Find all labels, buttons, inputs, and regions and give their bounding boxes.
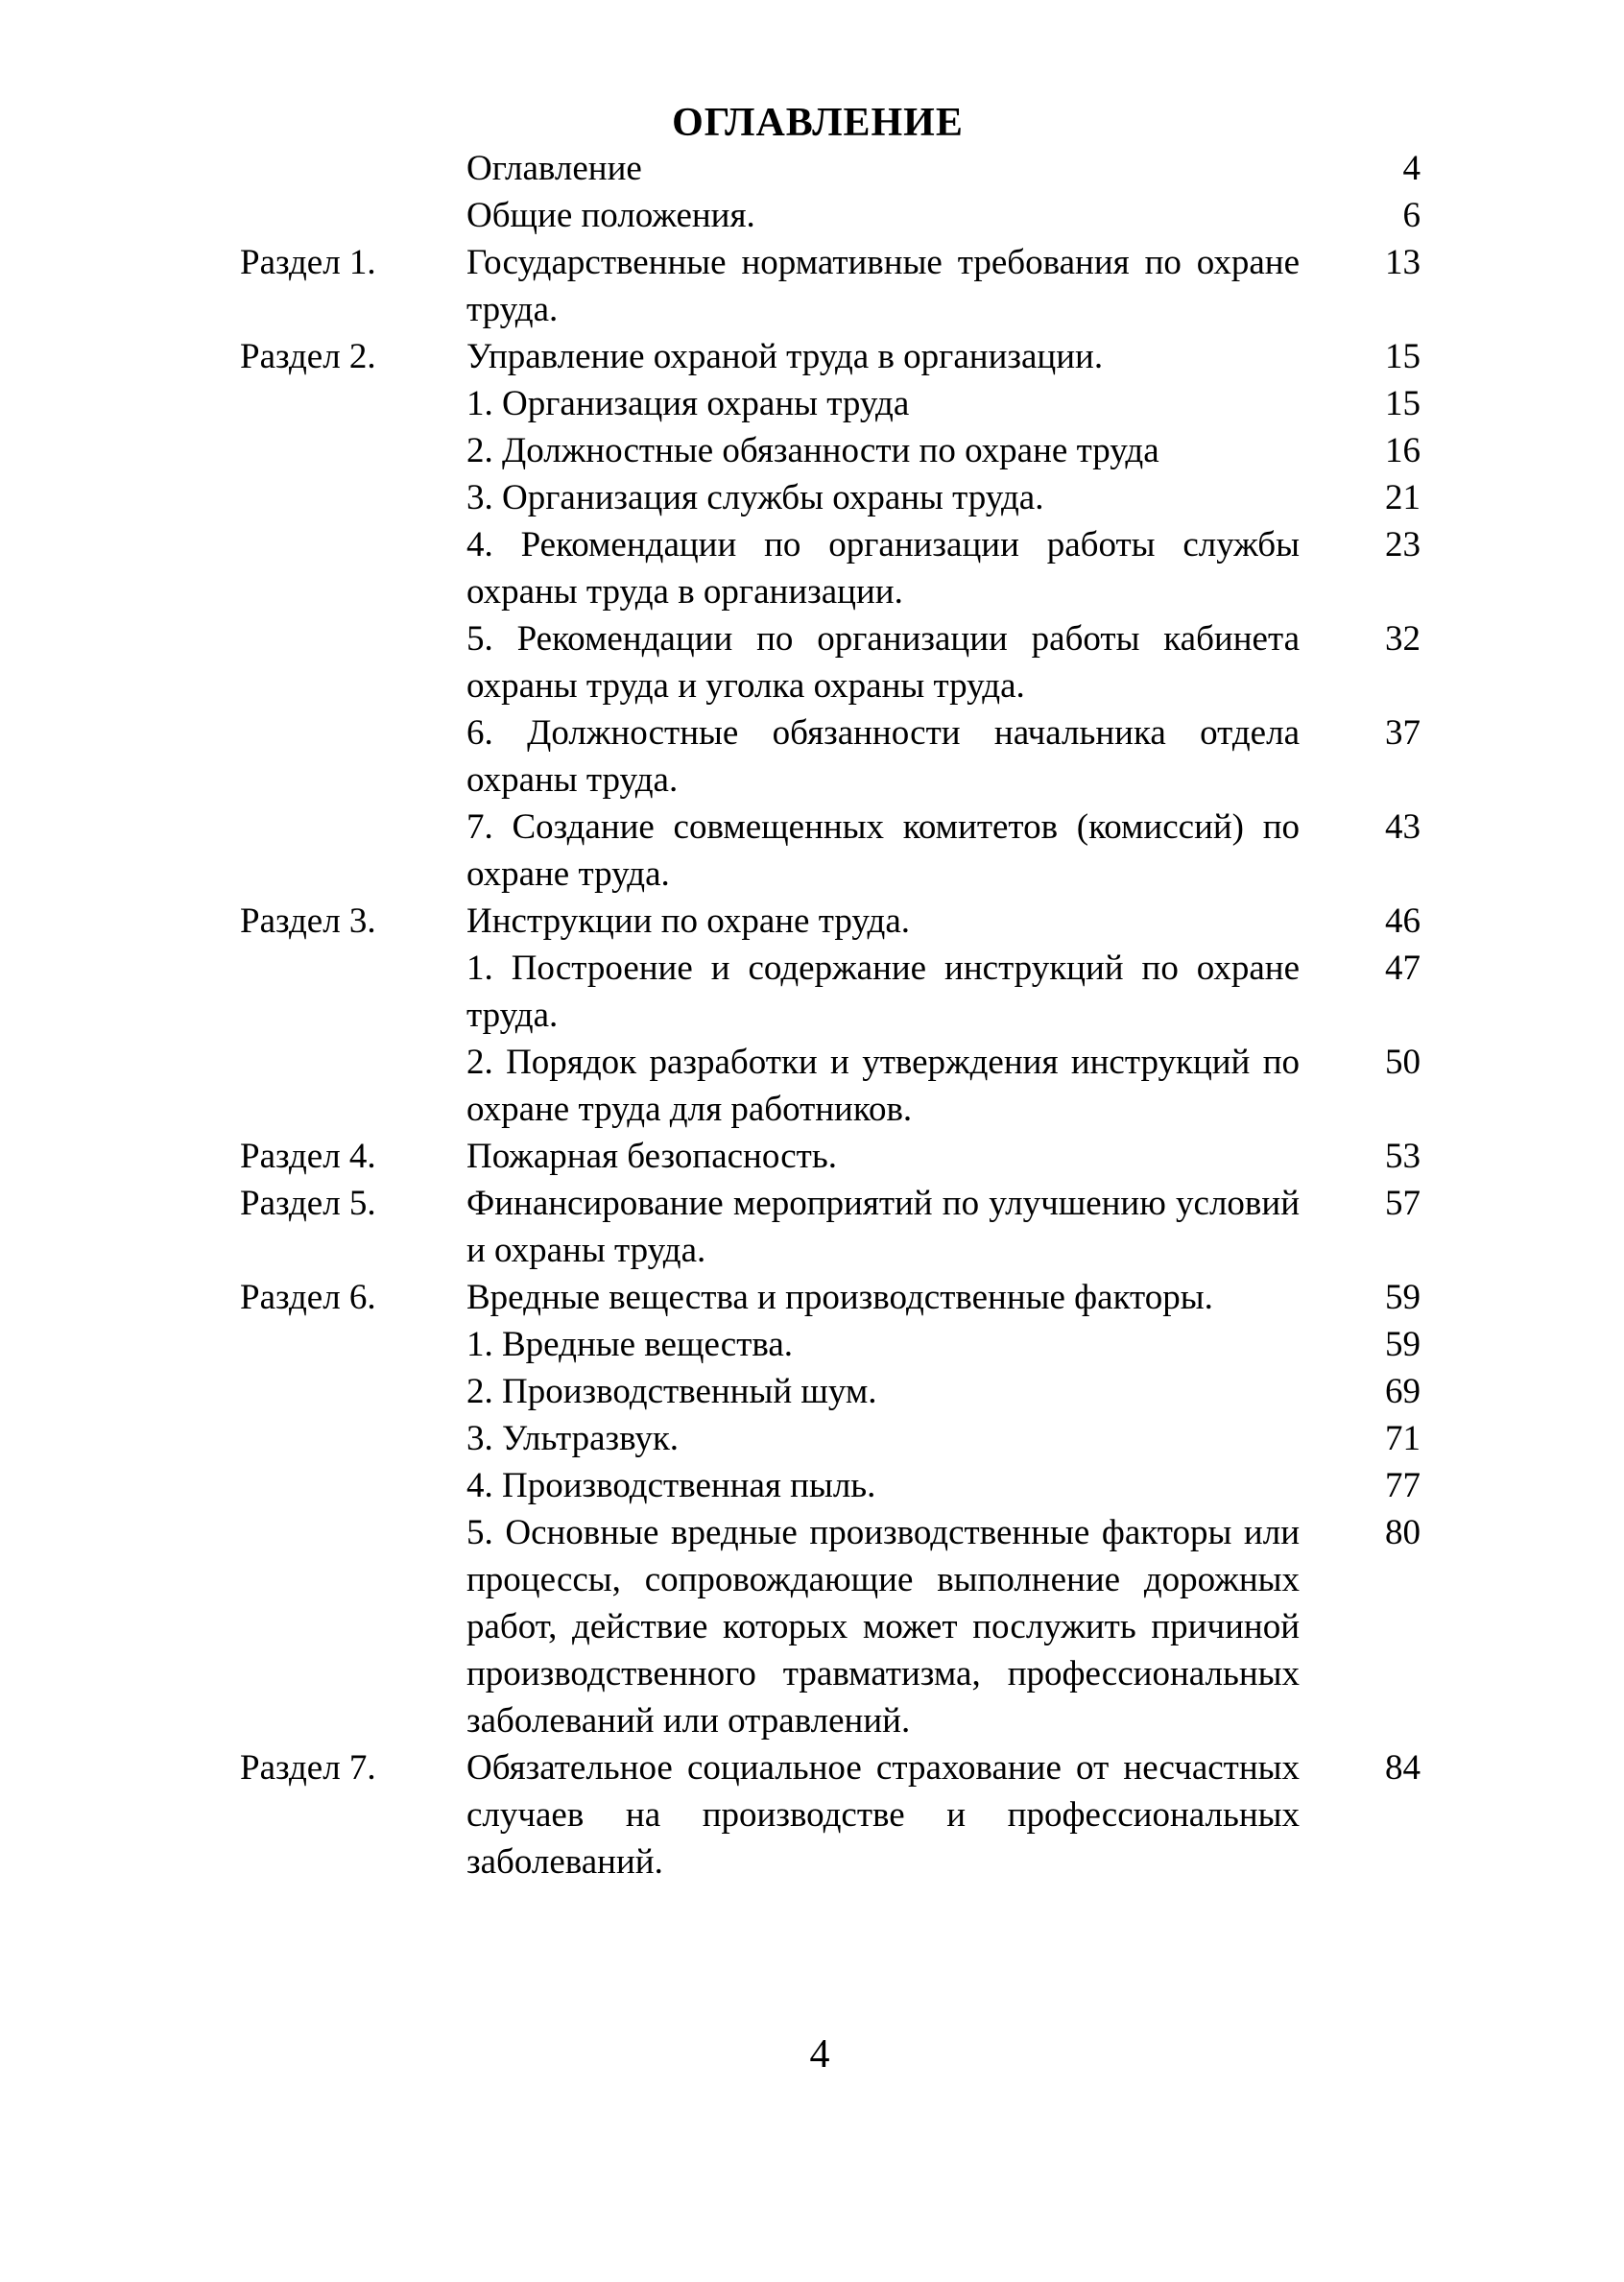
toc-page-number: 23 [1385, 525, 1421, 564]
toc-page-number: 53 [1385, 1137, 1421, 1176]
toc-page-number: 57 [1385, 1184, 1421, 1223]
toc-section-label: Раздел 6. [240, 1278, 376, 1317]
toc-page-number: 50 [1385, 1043, 1421, 1082]
toc-entry [0, 804, 1624, 898]
toc-page-number: 16 [1385, 431, 1421, 470]
toc-entry-title: 4. Рекомендации по организации работы службы охраны труда в организации. [466, 525, 1300, 612]
toc-entry [0, 380, 1624, 427]
toc-entry [0, 1462, 1624, 1509]
toc-entry-title: 1. Организация охраны труда [466, 384, 910, 423]
toc-entry [0, 1368, 1624, 1415]
toc-entry-title: Оглавление [466, 149, 642, 188]
toc-page-number: 4 [1402, 149, 1421, 188]
toc-page-number: 15 [1385, 384, 1421, 423]
toc-entry [0, 1744, 1624, 1886]
toc-entry-title: 3. Организация службы охраны труда. [466, 478, 1044, 517]
toc-entry [0, 521, 1624, 615]
toc-entry [0, 1415, 1624, 1462]
toc-entry-title: 1. Вредные вещества. [466, 1325, 794, 1364]
toc-page-number: 6 [1402, 196, 1421, 235]
toc-entry-title: 2. Порядок разработки и утверждения инструкций по охране труда для работников. [466, 1043, 1300, 1129]
toc-entry [0, 239, 1624, 333]
toc-entry-title: Вредные вещества и производственные факторы. [466, 1278, 1213, 1317]
toc-page-number: 13 [1385, 243, 1421, 282]
toc-entry-title: 2. Должностные обязанности по охране труда [466, 431, 1159, 470]
toc-entry [0, 1509, 1624, 1744]
toc-entry [0, 945, 1624, 1039]
toc-page-number: 77 [1385, 1466, 1421, 1505]
toc-page-number: 37 [1385, 713, 1421, 753]
toc-page-number: 47 [1385, 949, 1421, 988]
toc-page-number: 80 [1385, 1513, 1421, 1552]
toc-page-number: 21 [1385, 478, 1421, 517]
toc-entry-title: 6. Должностные обязанности начальника отдела охраны труда. [466, 713, 1300, 800]
toc-entry [0, 1180, 1624, 1274]
toc-entry [0, 1039, 1624, 1133]
table-of-contents [0, 145, 1624, 1886]
toc-section-label: Раздел 1. [240, 243, 376, 282]
toc-entry-title: 1. Построение и содержание инструкций по охране труда. [466, 949, 1300, 1035]
page-number: 4 [809, 2032, 830, 2077]
toc-section-label: Раздел 2. [240, 337, 376, 376]
toc-entry-title: Государственные нормативные требования по охране труда. [466, 243, 1300, 329]
toc-entry-title: 3. Ультразвук. [466, 1419, 680, 1458]
toc-entry-title: 4. Производственная пыль. [466, 1466, 876, 1505]
page-title: ОГЛАВЛЕНИЕ [672, 101, 964, 145]
toc-entry [0, 333, 1624, 380]
toc-entry-title: Управление охраной труда в организации. [466, 337, 1104, 376]
toc-page-number: 32 [1385, 619, 1421, 659]
toc-entry [0, 1274, 1624, 1321]
toc-entry-title: Инструкции по охране труда. [466, 901, 911, 941]
toc-entry [0, 1321, 1624, 1368]
toc-page-number: 46 [1385, 901, 1421, 941]
toc-entry [0, 898, 1624, 945]
toc-entry [0, 615, 1624, 709]
toc-page-number: 43 [1385, 807, 1421, 847]
toc-page-number: 59 [1385, 1278, 1421, 1317]
toc-entry [0, 709, 1624, 804]
toc-entry-title: 7. Создание совмещенных комитетов (комиссий) по охране труда. [466, 807, 1300, 894]
toc-section-label: Раздел 7. [240, 1748, 376, 1788]
toc-entry-title: Обязательное социальное страхование от несчастных случаев на производстве и профессиональных заболеваний. [466, 1748, 1300, 1882]
toc-entry-title: 2. Производственный шум. [466, 1372, 877, 1411]
toc-page-number: 84 [1385, 1748, 1421, 1788]
toc-entry-title: Общие положения. [466, 196, 755, 235]
toc-entry-title: Финансирование мероприятий по улучшению условий и охраны труда. [466, 1184, 1300, 1270]
toc-page-number: 15 [1385, 337, 1421, 376]
toc-entry [0, 474, 1624, 521]
toc-section-label: Раздел 5. [240, 1184, 376, 1223]
toc-entry [0, 192, 1624, 239]
toc-page-number: 69 [1385, 1372, 1421, 1411]
toc-entry-title: 5. Рекомендации по организации работы кабинета охраны труда и уголка охраны труда. [466, 619, 1300, 706]
toc-entry [0, 427, 1624, 474]
toc-entry [0, 1133, 1624, 1180]
toc-page-number: 71 [1385, 1419, 1421, 1458]
toc-section-label: Раздел 4. [240, 1137, 376, 1176]
toc-entry [0, 145, 1624, 192]
toc-page-number: 59 [1385, 1325, 1421, 1364]
toc-entry-title: 5. Основные вредные производственные факторы или процессы, сопровождающие выполнение дорожных работ, действие которых может послужить причиной производственного травматизма, профессиональных заболеваний или отравлений. [466, 1513, 1300, 1741]
toc-entry-title: Пожарная безопасность. [466, 1137, 837, 1176]
toc-section-label: Раздел 3. [240, 901, 376, 941]
